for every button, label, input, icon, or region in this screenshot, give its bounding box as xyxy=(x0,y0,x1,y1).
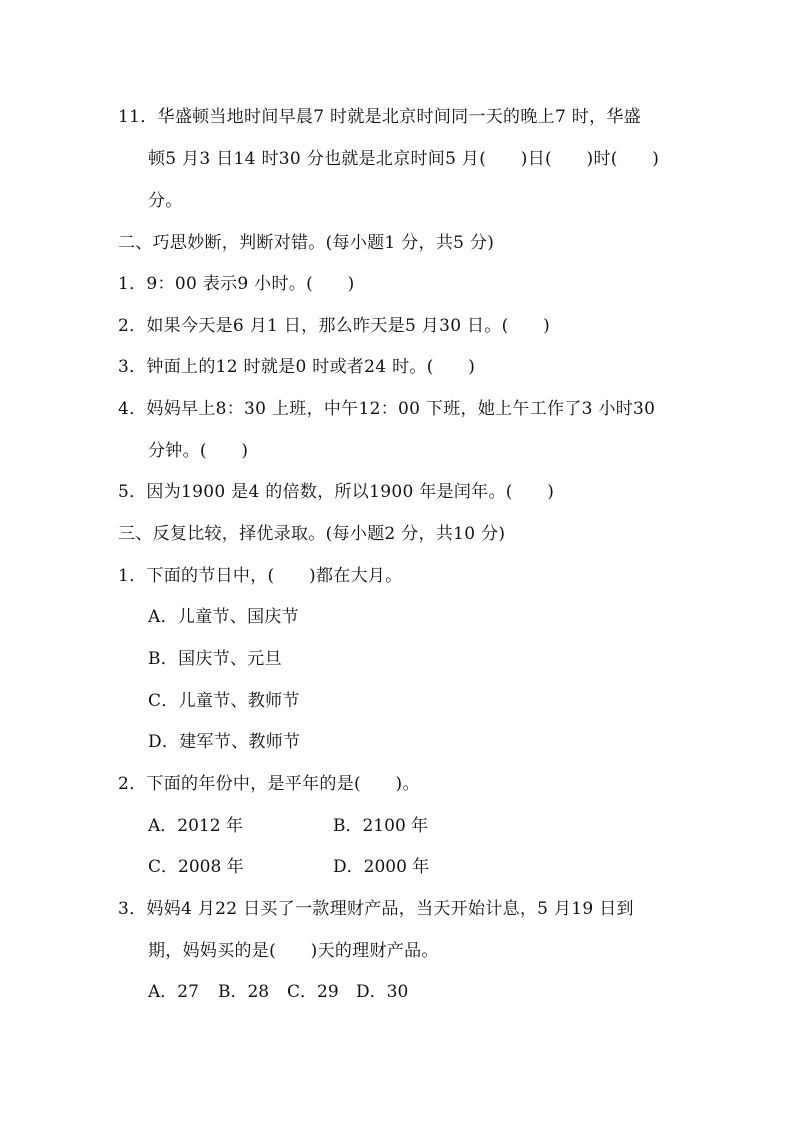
section3-q3-option-b: B．28 xyxy=(218,982,270,1002)
section2-item-5: 5．因为1900 是4 的倍数，所以1900 年是闰年。( ) xyxy=(118,482,555,502)
section3-heading: 三、反复比较，择优录取。(每小题2 分，共10 分) xyxy=(118,524,506,544)
section3-q1-option-c: C．儿童节、教师节 xyxy=(148,691,300,711)
q11-line-1: 11．华盛顿当地时间早晨7 时就是北京时间同一天的晚上7 时，华盛 xyxy=(118,107,641,127)
section3-q1-option-b: B．国庆节、元旦 xyxy=(148,649,282,669)
section3-q2-stem: 2．下面的年份中，是平年的是( )。 xyxy=(118,774,420,794)
section3-q1-option-a: A．儿童节、国庆节 xyxy=(148,607,299,627)
section2-item-1: 1．9：00 表示9 小时。( ) xyxy=(118,274,355,294)
section3-q2-option-a: A．2012 年 xyxy=(148,816,243,836)
section2-item-4: 4．妈妈早上8：30 上班，中午12：00 下班，她上午工作了3 小时30 xyxy=(118,399,656,419)
section3-q2-option-c: C．2008 年 xyxy=(148,857,244,877)
section3-q3-option-d: D．30 xyxy=(356,982,409,1002)
q11-line-3: 分。 xyxy=(148,191,183,211)
section2-item-4-cont: 分钟。( ) xyxy=(148,441,249,461)
section2-item-2: 2．如果今天是6 月1 日，那么昨天是5 月30 日。( ) xyxy=(118,316,551,336)
section3-q3-stem-line-1: 3．妈妈4 月22 日买了一款理财产品，当天开始计息，5 月19 日到 xyxy=(118,899,634,919)
section3-q1-option-d: D．建军节、教师节 xyxy=(148,732,301,752)
section3-q1-stem: 1．下面的节日中，( )都在大月。 xyxy=(118,566,403,586)
section3-q3-option-a: A．27 xyxy=(148,982,199,1002)
section2-item-3: 3．钟面上的12 时就是0 时或者24 时。( ) xyxy=(118,357,476,377)
section3-q2-option-b: B．2100 年 xyxy=(333,816,429,836)
section3-q3-option-c: C．29 xyxy=(287,982,339,1002)
q11-line-2: 顿5 月3 日14 时30 分也就是北京时间5 月( )日( )时( ) xyxy=(148,149,660,169)
section3-q3-stem-line-2: 期，妈妈买的是( )天的理财产品。 xyxy=(148,941,439,961)
section3-q2-option-d: D．2000 年 xyxy=(333,857,430,877)
section2-heading: 二、巧思妙断，判断对错。(每小题1 分，共5 分) xyxy=(118,233,495,253)
